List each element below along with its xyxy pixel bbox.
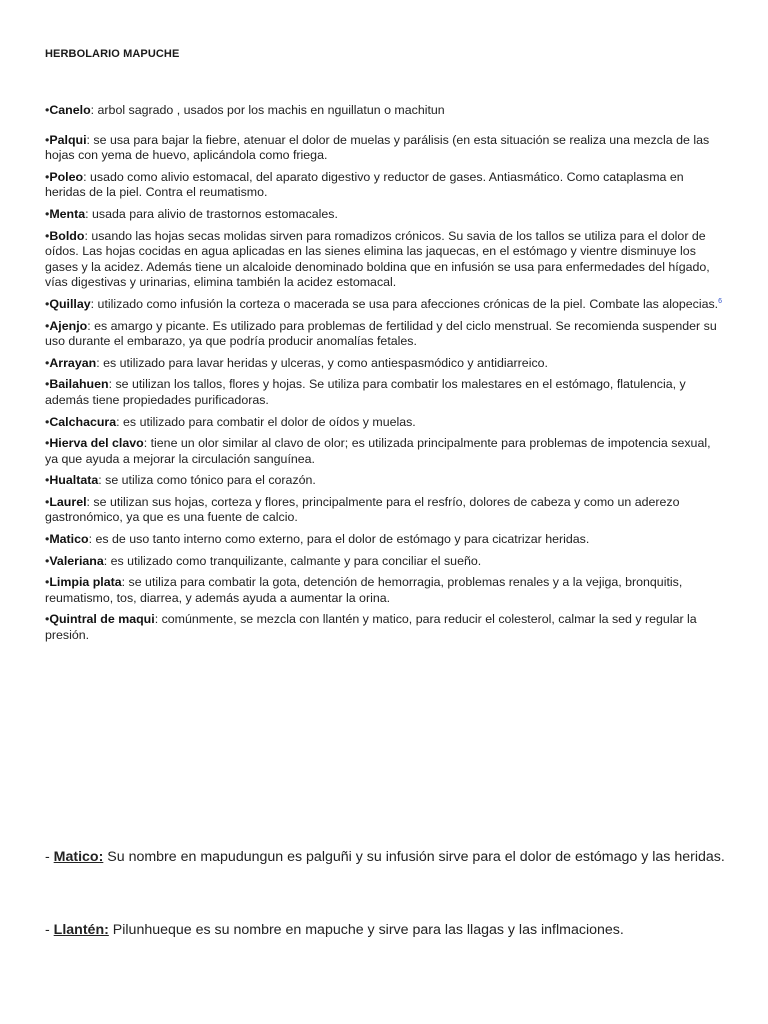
herb-description: : arbol sagrado , usados por los machis en nguillatun o machitun <box>90 103 445 117</box>
bullet: • <box>45 575 50 590</box>
bullet: • <box>45 296 50 311</box>
herb-description: : usado como alivio estomacal, del aparato digestivo y reductor de gases. Antiasmático. Como cataplasma en heridas de la piel. Contra el reumatismo. <box>45 169 684 200</box>
herb-entry <box>45 612 723 643</box>
herb-description: : se utilizan sus hojas, corteza y flores, principalmente para el resfrío, dolores de cabeza y como un aderezo gastronómico, ya que es una fuente de calcio. <box>45 494 680 525</box>
herb-description: : se usa para bajar la fiebre, atenuar el dolor de muelas y parálisis (en esta situación se realiza una mezcla de las hojas con yema de huevo, aplicándola como friega. <box>45 132 710 163</box>
footer-dash: - <box>45 849 54 865</box>
herb-entry <box>45 170 723 201</box>
herb-name: Canelo <box>49 103 91 117</box>
herb-description: : usada para alivio de trastornos estomacales. <box>85 206 338 221</box>
herb-entry <box>45 554 723 570</box>
footnote-reference[interactable]: 6 <box>718 297 723 305</box>
document-title: HERBOLARIO MAPUCHE <box>45 48 180 60</box>
bullet: • <box>45 377 50 392</box>
bullet: • <box>45 532 50 547</box>
herb-description: : es amargo y picante. Es utilizado para problemas de fertilidad y del ciclo menstrual. Se recomienda suspender su uso durante el embarazo, ya que podría producir anomalías fetales. <box>45 318 717 349</box>
herb-list <box>45 103 723 650</box>
herb-entry <box>45 103 723 119</box>
footer-text: Pilunhueque es su nombre en mapuche y sirve para las llagas y las inflmaciones. <box>108 922 624 938</box>
herb-description: : utilizado como infusión la corteza o macerada se usa para afecciones crónicas de la piel. Combate las alopecias. <box>90 296 719 311</box>
bullet: • <box>45 612 50 627</box>
herb-entry <box>45 133 723 164</box>
herb-description: : se utiliza como tónico para el corazón. <box>98 473 316 488</box>
herb-description: : es de uso tanto interno como externo, para el dolor de estómago y para cicatrizar heridas. <box>88 532 590 547</box>
herb-description: : se utilizan los tallos, flores y hojas. Se utiliza para combatir los malestares en el estómago, flatulencia, y además tiene propiedades purificadoras. <box>45 377 686 407</box>
herb-description: : se utiliza para combatir la gota, detención de hemorragia, problemas renales y a la vejiga, bronquitis, reumatismo, tos, diarrea, y además ayuda a aumentar la orina. <box>45 575 683 605</box>
footer-note-matico <box>45 849 725 867</box>
bullet: • <box>45 473 50 488</box>
herb-entry <box>45 377 723 408</box>
bullet: • <box>45 436 50 451</box>
footer-text: Su nombre en mapudungun es palguñi y su infusión sirve para el dolor de estómago y las heridas. <box>103 849 725 865</box>
herb-name: Valeriana <box>49 553 104 568</box>
footer-note-llanten <box>45 922 725 940</box>
herb-description: : comúnmente, se mezcla con llantén y matico, para reducir el colesterol, calmar la sed y regular la presión. <box>45 612 697 643</box>
footer-herb-name: Matico: <box>53 849 104 865</box>
bullet: • <box>45 355 50 370</box>
herb-name: Limpia plata <box>49 575 122 590</box>
herb-entry <box>45 297 723 313</box>
bullet: • <box>45 318 50 333</box>
herb-name: Hualtata <box>49 473 99 488</box>
herb-entry <box>45 319 723 350</box>
herb-name: Arrayan <box>49 355 97 370</box>
herb-description: : es utilizado como tranquilizante, calmante y para conciliar el sueño. <box>103 553 482 568</box>
herb-name: Poleo <box>49 169 84 184</box>
herb-name: Matico <box>49 532 89 547</box>
herb-entry <box>45 495 723 526</box>
herb-name: Calchacura <box>49 414 117 429</box>
footer-herb-name: Llantén: <box>53 922 109 938</box>
herb-entry <box>45 575 723 606</box>
bullet: • <box>45 228 50 243</box>
bullet: • <box>45 414 50 429</box>
herb-name: Palqui <box>49 132 87 147</box>
herb-entry <box>45 473 723 489</box>
herb-name: Laurel <box>49 494 87 509</box>
bullet: • <box>45 103 50 117</box>
bullet: • <box>45 132 50 147</box>
herb-entry <box>45 356 723 372</box>
herb-description: : tiene un olor similar al clavo de olor; es utilizada principalmente para problemas de impotencia sexual, ya que ayuda a mejorar la circulación sanguínea. <box>45 436 711 466</box>
herb-description: : usando las hojas secas molidas sirven para romadizos crónicos. Su savia de los tallos se utiliza para el dolor de oídos. Las hojas cocidas en agua aplicadas en las sienes elimina las jaquecas, en el estómago y vientre disminuye los gases y la acidez. Además tiene un alcaloide denominado boldina que en infusión se usa para enfermedades del hígado, vías digestivas y urinarias, elimina también la acidez estomacal. <box>45 228 710 290</box>
herb-entry <box>45 532 723 548</box>
herb-entry <box>45 415 723 431</box>
herb-description: : es utilizado para combatir el dolor de oídos y muelas. <box>116 414 416 429</box>
herb-name: Boldo <box>49 228 85 243</box>
bullet: • <box>45 169 50 184</box>
herb-name: Quillay <box>49 296 91 311</box>
herb-name: Ajenjo <box>49 318 88 333</box>
herb-name: Quintral de maqui <box>49 612 155 627</box>
herb-name: Menta <box>49 206 86 221</box>
bullet: • <box>45 553 50 568</box>
herb-entry <box>45 229 723 291</box>
herb-name: Hierva del clavo <box>49 436 144 451</box>
herb-description: : es utilizado para lavar heridas y ulceras, y como antiespasmódico y antidiarreico. <box>96 355 548 370</box>
herb-entry <box>45 436 723 467</box>
herb-entry <box>45 207 723 223</box>
footer-dash: - <box>45 922 54 938</box>
herb-name: Bailahuen <box>49 377 109 392</box>
bullet: • <box>45 494 50 509</box>
bullet: • <box>45 206 50 221</box>
